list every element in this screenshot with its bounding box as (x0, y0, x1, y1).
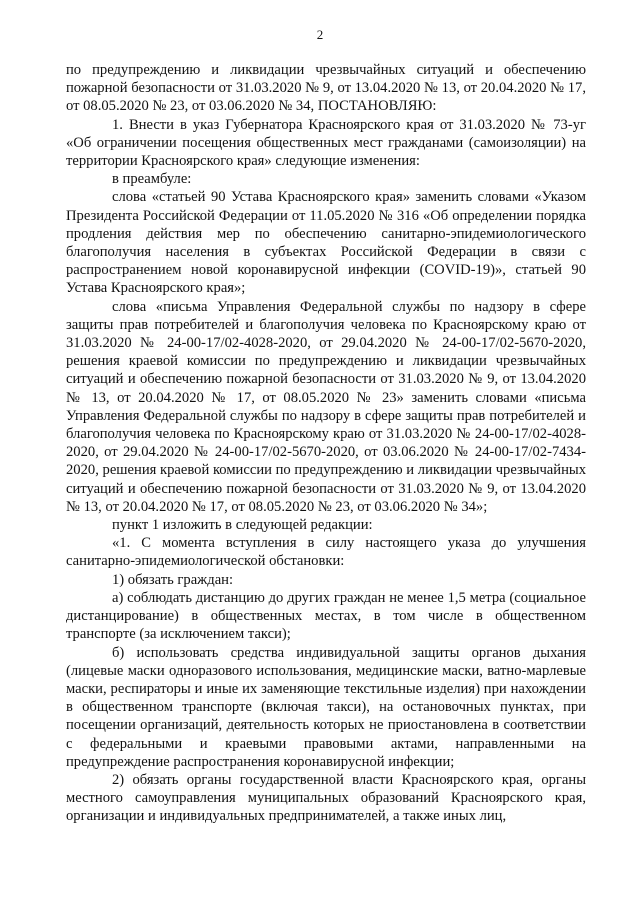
paragraph: по предупреждению и ликвидации чрезвычайных ситуаций и обеспечению пожарной безопасности от 31.03.2020 № 9, от 13.04.2020 № 13, от 20.04.2020 № 17, от 08.05.2020 № 23, от 03.06.2020 № 34, ПОСТАНОВЛЯЮ: (66, 62, 586, 115)
paragraph: в преамбуле: (112, 171, 192, 188)
paragraph: б) использовать средства индивидуальной защиты органов дыхания (лицевые маски одноразового использования, медицинские маски, ватно-марлевые маски, респираторы и иные их заменяющие текстильные изделия) при нахождении в общественном транспорте (включая такси), на остановочных пунктах, при посещении организаций, деятельность которых не приостановлена в соответствии с федеральными и краевыми правовыми актами, направленными на предупреждение распространения коронавирусной инфекции; (66, 644, 586, 770)
paragraph: слова «письма Управления Федеральной службы по надзору в сфере защиты прав потребителей и благополучия человека по Красноярскому краю от 31.03.2020 № 24-00-17/02-4028-2020, от 29.04.2020 № 24-00-17/02-5670-2020, решения краевой комиссии по предупреждению и ликвидации чрезвычайных ситуаций и обеспечению пожарной безопасности от 31.03.2020 № 9, от 13.04.2020 № 13, от 20.04.2020 № 17, от 08.05.2020 № 23» заменить словами «письма Управления Федеральной службы по надзору в сфере защиты прав потребителей и благополучия человека по Красноярскому краю от 31.03.2020 № 24-00-17/02-4028-2020, от 29.04.2020 № 24-00-17/02-5670-2020, от 03.06.2020 № 24-00-17/02-7434-2020, решения краевой комиссии по предупреждению и ликвидации чрезвычайных ситуаций и обеспечению пожарной безопасности от 31.03.2020 № 9, от 13.04.2020 № 13, от 20.04.2020 № 17, от 08.05.2020 № 23, от 03.06.2020 № 34»; (66, 298, 586, 515)
document-body (66, 61, 586, 826)
paragraph: пункт 1 изложить в следующей редакции: (112, 517, 373, 534)
paragraph: слова «статьей 90 Устава Красноярского края» заменить словами «Указом Президента Российской Федерации от 11.05.2020 № 316 «Об определении порядка продления действия мер по обеспечению санитарно-эпидемиологического благополучия населения в субъектах Российской Федерации в связи с распространением новой коронавирусной инфекции (COVID-19)», статьей 90 Устава Красноярского края»; (66, 189, 586, 297)
paragraph: «1. С момента вступления в силу настоящего указа до улучшения санитарно-эпидемиологической обстановки: (66, 535, 586, 570)
paragraph: а) соблюдать дистанцию до других граждан не менее 1,5 метра (социальное дистанцирование) в общественных местах, в том числе в общественном транспорте (за исключением такси); (66, 589, 586, 643)
paragraph: 2) обязать органы государственной власти Красноярского края, органы местного самоуправления муниципальных образований Красноярского края, организации и индивидуальных предпринимателей, а также иных лиц, (66, 771, 586, 825)
paragraph: 1) обязать граждан: (112, 571, 234, 588)
page-number: 2 (316, 27, 324, 42)
paragraph: 1. Внести в указ Губернатора Красноярского края от 31.03.2020 № 73-уг «Об ограничении посещения общественных мест гражданами (самоизоляции) на территории Красноярского края» следующие изменения: (66, 116, 586, 170)
